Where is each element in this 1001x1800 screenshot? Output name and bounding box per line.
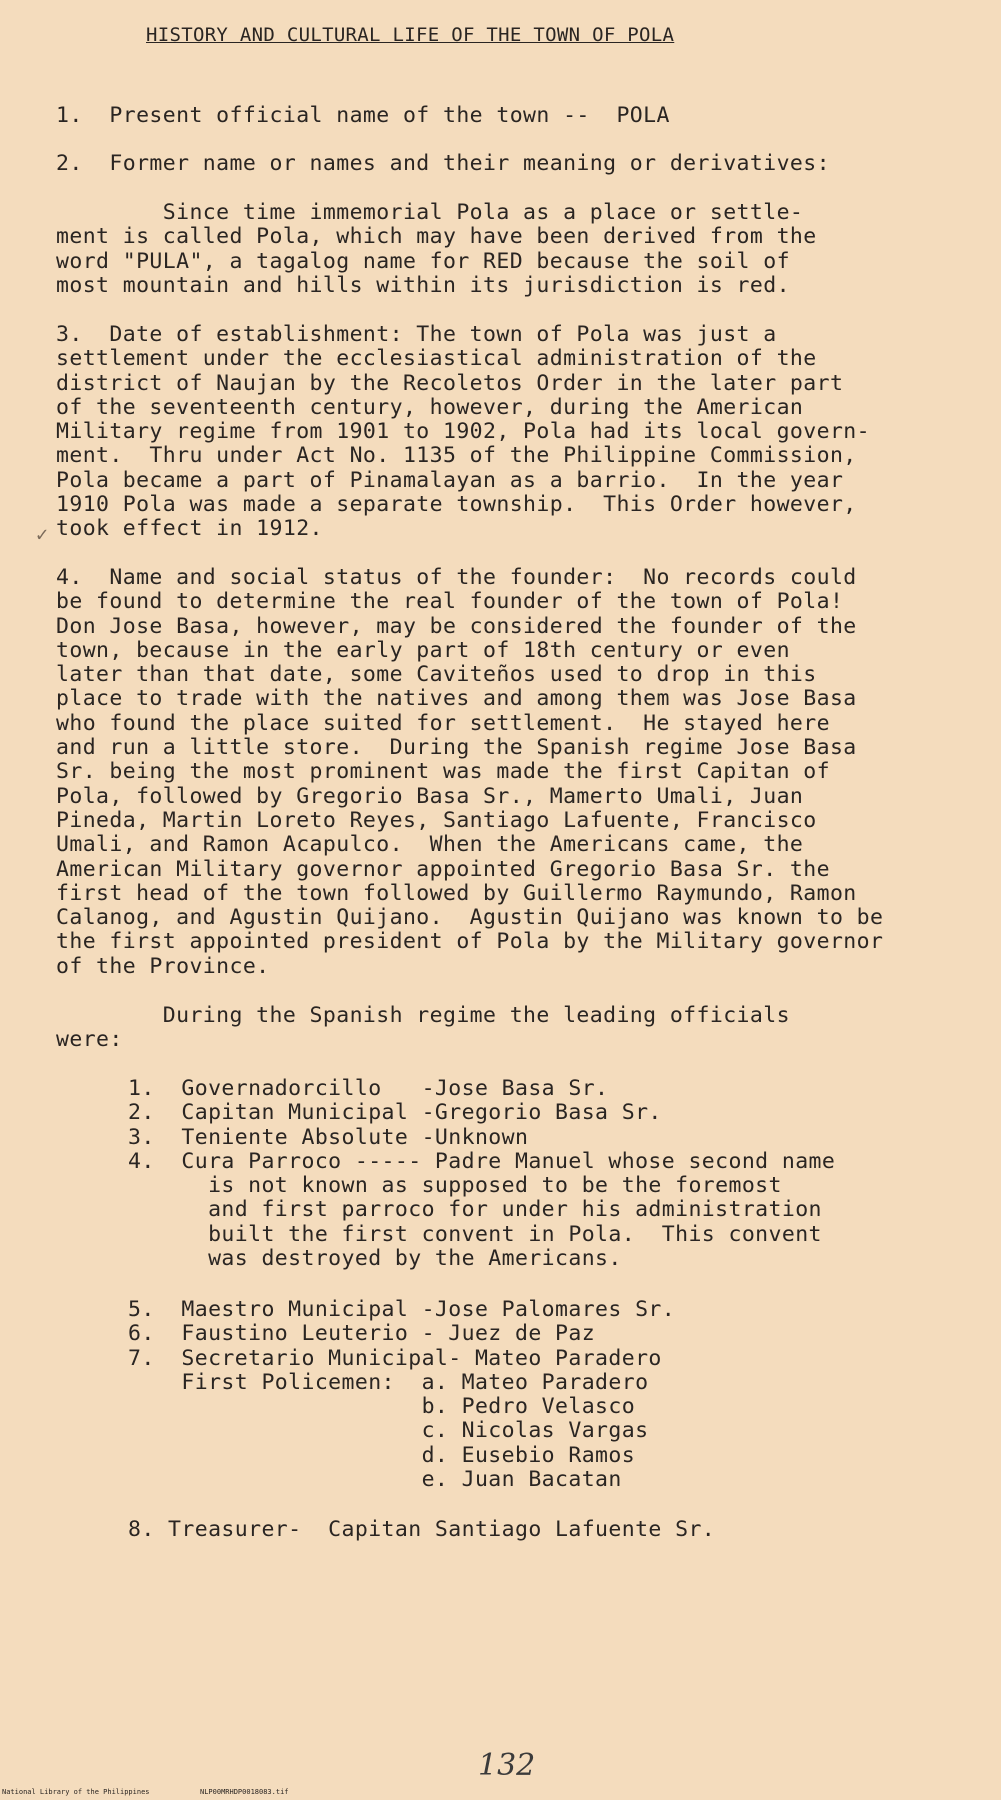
document-title: HISTORY AND CULTURAL LIFE OF THE TOWN OF POLA bbox=[146, 24, 675, 46]
spanish-regime-intro: During the Spanish regime the leading officials were: bbox=[56, 1003, 790, 1053]
item-2-former-names: 2. Former name or names and their meaning or derivatives: bbox=[56, 151, 830, 176]
footer-file-name: NLP00MRHDP0018083.tif bbox=[200, 1788, 289, 1796]
handwritten-page-number: 132 bbox=[478, 1748, 536, 1783]
officials-list-1-4: 1. Governadorcillo -Jose Basa Sr. 2. Capitan Municipal -Gregorio Basa Sr. 3. Teniente Absolute -Unknown 4. Cura Parroco ----- Padre Manuel whose second name is not known as supposed to be the foremost and first parroco for under his administration built the first convent in Pola. This convent was destroyed by the Americans. bbox=[128, 1076, 836, 1272]
margin-mark: ✓ bbox=[36, 522, 49, 546]
item-1-official-name: 1. Present official name of the town -- POLA bbox=[56, 103, 670, 128]
item-4-founder: 4. Name and social status of the founder: No records could be found to determine the real founder of the town of Pola! Don Jose Basa, however, may be considered the founder of the town, because in the early part of 18th century or even later than that date, some Caviteños used to drop in this place to trade with the natives and among them was Jose Basa who found the place suited for settlement. He stayed here and run a little store. During the Spanish regime Jose Basa Sr. being the most prominent was made the first Capitan of Pola, followed by Gregorio Basa Sr., Mamerto Umali, Juan Pineda, Martin Loreto Reyes, Santiago Lafuente, Francisco Umali, and Ramon Acapulco. When the Americans came, the American Military governor appointed Gregorio Basa Sr. the first head of the town followed by Guillermo Raymundo, Ramon Calanog, and Agustin Quijano. Agustin Quijano was known to be the first appointed president of Pola by the Military governor of the Province. bbox=[56, 565, 884, 979]
item-8-treasurer: 8. Treasurer- Capitan Santiago Lafuente Sr. bbox=[128, 1517, 716, 1542]
item-3-date-of-establishment: 3. Date of establishment: The town of Pola was just a settlement under the ecclesiastical administration of the district of Naujan by the Recoletos Order in the later part of the seventeenth century, however, during the American Military regime from 1901 to 1902, Pola had its local govern- ment. Thru under Act No. 1135 of the Philippine Commission, Pola became a part of Pinamalayan as a barrio. In the year 1910 Pola was made a separate township. This Order however, took effect in 1912. bbox=[56, 322, 870, 542]
footer-library-name: National Library of the Philippines bbox=[2, 1788, 150, 1796]
item-2-body: Since time immemorial Pola as a place or settle- ment is called Pola, which may have been derived from the word "PULA", a tagalog name for RED because the soil of most mountain and hills within its jurisdiction is red. bbox=[56, 200, 817, 298]
officials-list-5-7: 5. Maestro Municipal -Jose Palomares Sr. 6. Faustino Leuterio - Juez de Paz 7. Secretario Municipal- Mateo Paradero First Policemen: a. Mateo Paradero b. Pedro Velasco c. Nicolas Vargas d. Eusebio Ramos e. Juan Bacatan bbox=[128, 1297, 676, 1493]
